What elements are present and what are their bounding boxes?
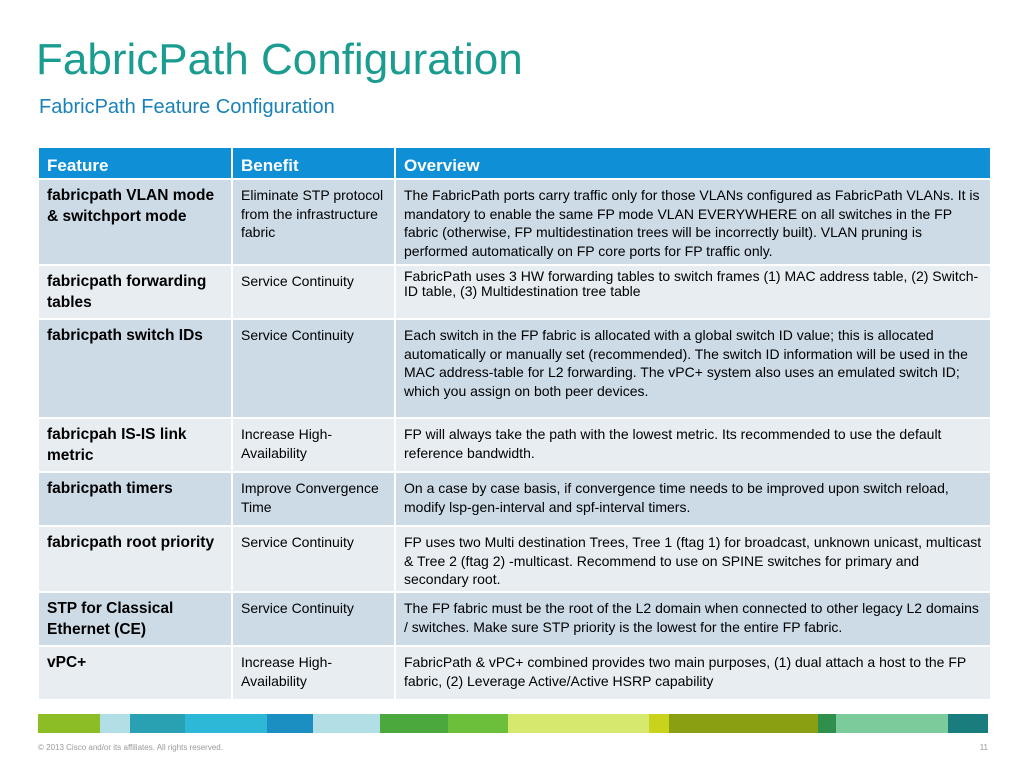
- table-row: [38, 592, 991, 646]
- feature-cell: fabricpath forwarding tables: [38, 265, 232, 319]
- feature-cell: STP for Classical Ethernet (CE): [38, 592, 232, 646]
- copyright-text: © 2013 Cisco and/or its affiliates. All rights reserved.: [38, 743, 223, 752]
- benefit-cell: Service Continuity: [232, 526, 395, 592]
- feature-cell: fabricpath VLAN mode & switchport mode: [38, 179, 232, 265]
- benefit-cell: Service Continuity: [232, 265, 395, 319]
- overview-cell: FP will always take the path with the lowest metric. Its recommended to use the default reference bandwidth.: [395, 418, 991, 472]
- table-row: [38, 179, 991, 265]
- band-segment: [380, 714, 448, 733]
- band-segment: [267, 714, 313, 733]
- benefit-cell: Service Continuity: [232, 319, 395, 418]
- benefit-cell: Increase High-Availability: [232, 646, 395, 700]
- band-segment: [100, 714, 130, 733]
- overview-cell: The FabricPath ports carry traffic only for those VLANs configured as FabricPath VLANs. It is mandatory to enable the same FP mode VLAN EVERYWHERE on all switches in the FP fabric (otherwise, FP multidestination trees will be incorrectly built). VLAN pruning is performed automatically on FP core ports for FP traffic only.: [395, 179, 991, 265]
- band-segment: [185, 714, 267, 733]
- overview-cell: On a case by case basis, if convergence time needs to be improved upon switch reload, modify lsp-gen-interval and spf-interval timers.: [395, 472, 991, 526]
- table-header-row: [38, 147, 991, 179]
- table-row: [38, 646, 991, 700]
- table-row: [38, 526, 991, 592]
- table-row: [38, 319, 991, 418]
- footer-color-band: [38, 714, 988, 733]
- overview-cell: The FP fabric must be the root of the L2 domain when connected to other legacy L2 domains / switches. Make sure STP priority is the lowest for the entire FP fabric.: [395, 592, 991, 646]
- page-number: 11: [979, 743, 988, 752]
- table-row: [38, 418, 991, 472]
- feature-table: [37, 146, 992, 701]
- benefit-cell: Eliminate STP protocol from the infrastructure fabric: [232, 179, 395, 265]
- band-segment: [130, 714, 185, 733]
- band-segment: [38, 714, 100, 733]
- overview-cell: Each switch in the FP fabric is allocated with a global switch ID value; this is allocated automatically or manually set (recommended). The switch ID information will be used in the MAC address-table for L2 forwarding. The vPC+ system also uses an emulated switch ID; which you assign on both peer devices.: [395, 319, 991, 418]
- header-feature: Feature: [38, 147, 232, 179]
- slide-title: FabricPath Configuration: [36, 35, 523, 84]
- band-segment: [948, 714, 988, 733]
- header-overview: Overview: [395, 147, 991, 179]
- overview-cell: FabricPath & vPC+ combined provides two main purposes, (1) dual attach a host to the FP fabric, (2) Leverage Active/Active HSRP capability: [395, 646, 991, 700]
- feature-cell: fabricpath timers: [38, 472, 232, 526]
- benefit-cell: Service Continuity: [232, 592, 395, 646]
- feature-cell: fabricpah IS-IS link metric: [38, 418, 232, 472]
- feature-cell: fabricpath root priority: [38, 526, 232, 592]
- benefit-cell: Increase High-Availability: [232, 418, 395, 472]
- band-segment: [313, 714, 380, 733]
- feature-cell: fabricpath switch IDs: [38, 319, 232, 418]
- band-segment: [818, 714, 836, 733]
- overview-cell: FP uses two Multi destination Trees, Tree 1 (ftag 1) for broadcast, unknown unicast, multicast & Tree 2 (ftag 2) -multicast. Recommend to use on SPINE switches for primary and secondary root.: [395, 526, 991, 592]
- header-benefit: Benefit: [232, 147, 395, 179]
- table-row: [38, 472, 991, 526]
- band-segment: [836, 714, 948, 733]
- table-row: [38, 265, 991, 319]
- band-segment: [649, 714, 669, 733]
- band-segment: [508, 714, 649, 733]
- band-segment: [448, 714, 508, 733]
- band-segment: [669, 714, 818, 733]
- feature-cell: vPC+: [38, 646, 232, 700]
- benefit-cell: Improve Convergence Time: [232, 472, 395, 526]
- overview-cell: FabricPath uses 3 HW forwarding tables to switch frames (1) MAC address table, (2) Switch-ID table, (3) Multidestination tree table: [395, 265, 991, 319]
- slide-subtitle: FabricPath Feature Configuration: [39, 96, 335, 118]
